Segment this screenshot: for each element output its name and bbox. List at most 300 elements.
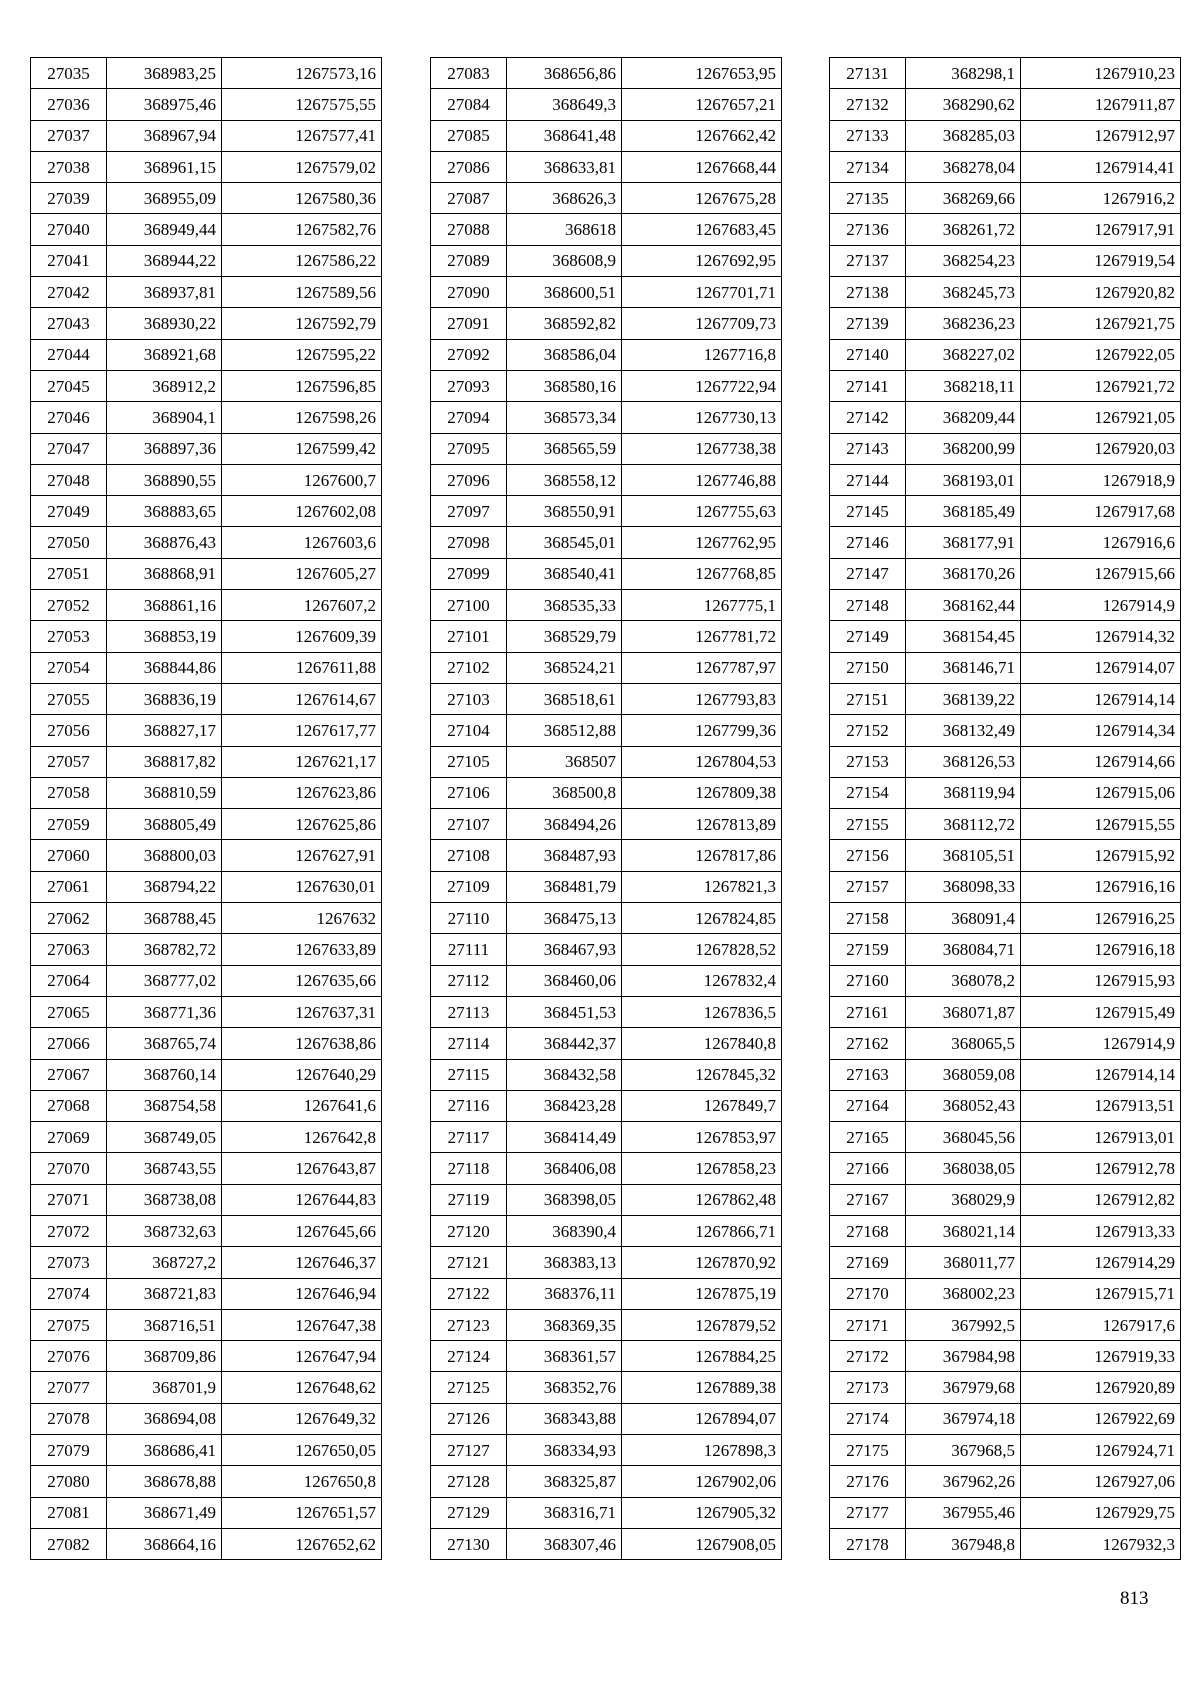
y-coordinate-cell: 1267824,85 [622, 903, 782, 934]
table-row [31, 1059, 382, 1090]
x-coordinate-cell: 368481,79 [507, 871, 622, 902]
x-coordinate-cell: 368777,02 [107, 965, 222, 996]
x-coordinate-cell: 368200,99 [906, 433, 1021, 464]
x-coordinate-cell: 368827,17 [107, 715, 222, 746]
y-coordinate-cell: 1267916,18 [1021, 934, 1181, 965]
y-coordinate-cell: 1267804,53 [622, 746, 782, 777]
point-id-cell: 27124 [431, 1341, 507, 1372]
point-id-cell: 27177 [830, 1497, 906, 1528]
point-id-cell: 27094 [431, 402, 507, 433]
point-id-cell: 27171 [830, 1309, 906, 1340]
y-coordinate-cell: 1267916,6 [1021, 527, 1181, 558]
table-row [830, 1278, 1181, 1309]
table-row [830, 1435, 1181, 1466]
point-id-cell: 27078 [31, 1403, 107, 1434]
y-coordinate-cell: 1267573,16 [222, 58, 382, 89]
point-id-cell: 27135 [830, 183, 906, 214]
y-coordinate-cell: 1267648,62 [222, 1372, 382, 1403]
x-coordinate-cell: 368091,4 [906, 903, 1021, 934]
x-coordinate-cell: 368565,59 [507, 433, 622, 464]
x-coordinate-cell: 367962,26 [906, 1466, 1021, 1497]
point-id-cell: 27073 [31, 1247, 107, 1278]
table-row [31, 1341, 382, 1372]
x-coordinate-cell: 368701,9 [107, 1372, 222, 1403]
x-coordinate-cell: 368269,66 [906, 183, 1021, 214]
point-id-cell: 27173 [830, 1372, 906, 1403]
point-id-cell: 27093 [431, 370, 507, 401]
y-coordinate-cell: 1267652,62 [222, 1528, 382, 1559]
point-id-cell: 27101 [431, 621, 507, 652]
y-coordinate-cell: 1267916,2 [1021, 183, 1181, 214]
y-coordinate-cell: 1267913,01 [1021, 1122, 1181, 1153]
table-row [31, 1435, 382, 1466]
point-id-cell: 27128 [431, 1466, 507, 1497]
table-row [431, 433, 782, 464]
table-row [431, 245, 782, 276]
x-coordinate-cell: 368930,22 [107, 308, 222, 339]
table-row [830, 1497, 1181, 1528]
table-row [431, 1215, 782, 1246]
y-coordinate-cell: 1267845,32 [622, 1059, 782, 1090]
x-coordinate-cell: 368912,2 [107, 370, 222, 401]
table-row [431, 1341, 782, 1372]
x-coordinate-cell: 368325,87 [507, 1466, 622, 1497]
x-coordinate-cell: 368664,16 [107, 1528, 222, 1559]
coordinates-table-3 [829, 57, 1181, 1560]
point-id-cell: 27106 [431, 777, 507, 808]
x-coordinate-cell: 368285,03 [906, 120, 1021, 151]
x-coordinate-cell: 368641,48 [507, 120, 622, 151]
point-id-cell: 27144 [830, 464, 906, 495]
point-id-cell: 27053 [31, 621, 107, 652]
table-row [31, 245, 382, 276]
x-coordinate-cell: 368146,71 [906, 652, 1021, 683]
point-id-cell: 27141 [830, 370, 906, 401]
x-coordinate-cell: 368423,28 [507, 1090, 622, 1121]
table-row [830, 308, 1181, 339]
x-coordinate-cell: 368316,71 [507, 1497, 622, 1528]
y-coordinate-cell: 1267642,8 [222, 1122, 382, 1153]
table-row [830, 277, 1181, 308]
x-coordinate-cell: 368414,49 [507, 1122, 622, 1153]
y-coordinate-cell: 1267738,38 [622, 433, 782, 464]
x-coordinate-cell: 368716,51 [107, 1309, 222, 1340]
table-row [830, 652, 1181, 683]
x-coordinate-cell: 368961,15 [107, 151, 222, 182]
table-row [830, 402, 1181, 433]
x-coordinate-cell: 368059,08 [906, 1059, 1021, 1090]
x-coordinate-cell: 368406,08 [507, 1153, 622, 1184]
point-id-cell: 27041 [31, 245, 107, 276]
x-coordinate-cell: 368369,35 [507, 1309, 622, 1340]
table-row [431, 308, 782, 339]
point-id-cell: 27126 [431, 1403, 507, 1434]
x-coordinate-cell: 368771,36 [107, 996, 222, 1027]
y-coordinate-cell: 1267595,22 [222, 339, 382, 370]
y-coordinate-cell: 1267596,85 [222, 370, 382, 401]
table-row [31, 402, 382, 433]
table-row [31, 840, 382, 871]
table-row [830, 683, 1181, 714]
point-id-cell: 27083 [431, 58, 507, 89]
x-coordinate-cell: 368800,03 [107, 840, 222, 871]
table-row [830, 903, 1181, 934]
y-coordinate-cell: 1267917,6 [1021, 1309, 1181, 1340]
y-coordinate-cell: 1267902,06 [622, 1466, 782, 1497]
table-row [31, 1403, 382, 1434]
table-row [431, 1372, 782, 1403]
point-id-cell: 27116 [431, 1090, 507, 1121]
point-id-cell: 27062 [31, 903, 107, 934]
x-coordinate-cell: 368084,71 [906, 934, 1021, 965]
point-id-cell: 27163 [830, 1059, 906, 1090]
y-coordinate-cell: 1267580,36 [222, 183, 382, 214]
point-id-cell: 27107 [431, 809, 507, 840]
point-id-cell: 27178 [830, 1528, 906, 1559]
point-id-cell: 27068 [31, 1090, 107, 1121]
x-coordinate-cell: 368897,36 [107, 433, 222, 464]
y-coordinate-cell: 1267914,14 [1021, 683, 1181, 714]
y-coordinate-cell: 1267870,92 [622, 1247, 782, 1278]
y-coordinate-cell: 1267701,71 [622, 277, 782, 308]
point-id-cell: 27036 [31, 89, 107, 120]
x-coordinate-cell: 367948,8 [906, 1528, 1021, 1559]
point-id-cell: 27104 [431, 715, 507, 746]
y-coordinate-cell: 1267646,94 [222, 1278, 382, 1309]
x-coordinate-cell: 368876,43 [107, 527, 222, 558]
y-coordinate-cell: 1267716,8 [622, 339, 782, 370]
table-row [830, 777, 1181, 808]
point-id-cell: 27134 [830, 151, 906, 182]
x-coordinate-cell: 368540,41 [507, 558, 622, 589]
table-row [830, 871, 1181, 902]
table-row [830, 621, 1181, 652]
y-coordinate-cell: 1267625,86 [222, 809, 382, 840]
x-coordinate-cell: 368738,08 [107, 1184, 222, 1215]
table-row [431, 683, 782, 714]
point-id-cell: 27148 [830, 590, 906, 621]
x-coordinate-cell: 368844,86 [107, 652, 222, 683]
point-id-cell: 27136 [830, 214, 906, 245]
y-coordinate-cell: 1267914,41 [1021, 151, 1181, 182]
x-coordinate-cell: 368810,59 [107, 777, 222, 808]
y-coordinate-cell: 1267920,82 [1021, 277, 1181, 308]
table-row [31, 120, 382, 151]
y-coordinate-cell: 1267623,86 [222, 777, 382, 808]
x-coordinate-cell: 368805,49 [107, 809, 222, 840]
table-row [31, 1372, 382, 1403]
table-row [431, 1184, 782, 1215]
point-id-cell: 27119 [431, 1184, 507, 1215]
table-row [830, 1059, 1181, 1090]
x-coordinate-cell: 368949,44 [107, 214, 222, 245]
coordinates-table-1 [30, 57, 382, 1560]
table-row [830, 809, 1181, 840]
table-row [830, 89, 1181, 120]
y-coordinate-cell: 1267646,37 [222, 1247, 382, 1278]
y-coordinate-cell: 1267894,07 [622, 1403, 782, 1434]
x-coordinate-cell: 368390,4 [507, 1215, 622, 1246]
x-coordinate-cell: 368432,58 [507, 1059, 622, 1090]
x-coordinate-cell: 368749,05 [107, 1122, 222, 1153]
y-coordinate-cell: 1267921,05 [1021, 402, 1181, 433]
x-coordinate-cell: 368119,94 [906, 777, 1021, 808]
y-coordinate-cell: 1267915,66 [1021, 558, 1181, 589]
x-coordinate-cell: 368126,53 [906, 746, 1021, 777]
point-id-cell: 27044 [31, 339, 107, 370]
table-row [830, 1466, 1181, 1497]
table-row [830, 1215, 1181, 1246]
table-row [31, 277, 382, 308]
x-coordinate-cell: 368002,23 [906, 1278, 1021, 1309]
point-id-cell: 27169 [830, 1247, 906, 1278]
table-row [31, 777, 382, 808]
x-coordinate-cell: 368254,23 [906, 245, 1021, 276]
point-id-cell: 27164 [830, 1090, 906, 1121]
table-row [830, 496, 1181, 527]
table-row [431, 120, 782, 151]
y-coordinate-cell: 1267609,39 [222, 621, 382, 652]
table-row [830, 370, 1181, 401]
point-id-cell: 27143 [830, 433, 906, 464]
point-id-cell: 27112 [431, 965, 507, 996]
x-coordinate-cell: 367968,5 [906, 1435, 1021, 1466]
point-id-cell: 27076 [31, 1341, 107, 1372]
y-coordinate-cell: 1267914,32 [1021, 621, 1181, 652]
point-id-cell: 27080 [31, 1466, 107, 1497]
x-coordinate-cell: 368524,21 [507, 652, 622, 683]
table-row [431, 590, 782, 621]
point-id-cell: 27167 [830, 1184, 906, 1215]
point-id-cell: 27063 [31, 934, 107, 965]
x-coordinate-cell: 368343,88 [507, 1403, 622, 1434]
point-id-cell: 27087 [431, 183, 507, 214]
point-id-cell: 27157 [830, 871, 906, 902]
y-coordinate-cell: 1267911,87 [1021, 89, 1181, 120]
table-row [31, 1247, 382, 1278]
table-row [830, 965, 1181, 996]
y-coordinate-cell: 1267879,52 [622, 1309, 782, 1340]
point-id-cell: 27151 [830, 683, 906, 714]
y-coordinate-cell: 1267768,85 [622, 558, 782, 589]
point-id-cell: 27155 [830, 809, 906, 840]
point-id-cell: 27176 [830, 1466, 906, 1497]
table-row [431, 558, 782, 589]
table-row [830, 1184, 1181, 1215]
y-coordinate-cell: 1267889,38 [622, 1372, 782, 1403]
point-id-cell: 27066 [31, 1028, 107, 1059]
y-coordinate-cell: 1267919,33 [1021, 1341, 1181, 1372]
x-coordinate-cell: 368754,58 [107, 1090, 222, 1121]
x-coordinate-cell: 368760,14 [107, 1059, 222, 1090]
point-id-cell: 27081 [31, 1497, 107, 1528]
point-id-cell: 27145 [830, 496, 906, 527]
table-row [31, 1122, 382, 1153]
x-coordinate-cell: 368983,25 [107, 58, 222, 89]
table-row [31, 683, 382, 714]
x-coordinate-cell: 368398,05 [507, 1184, 622, 1215]
table-row [431, 464, 782, 495]
y-coordinate-cell: 1267683,45 [622, 214, 782, 245]
x-coordinate-cell: 368788,45 [107, 903, 222, 934]
x-coordinate-cell: 368694,08 [107, 1403, 222, 1434]
x-coordinate-cell: 368185,49 [906, 496, 1021, 527]
x-coordinate-cell: 368518,61 [507, 683, 622, 714]
point-id-cell: 27120 [431, 1215, 507, 1246]
y-coordinate-cell: 1267746,88 [622, 464, 782, 495]
x-coordinate-cell: 368608,9 [507, 245, 622, 276]
point-id-cell: 27048 [31, 464, 107, 495]
x-coordinate-cell: 368177,91 [906, 527, 1021, 558]
point-id-cell: 27109 [431, 871, 507, 902]
y-coordinate-cell: 1267913,51 [1021, 1090, 1181, 1121]
table-row [31, 1497, 382, 1528]
y-coordinate-cell: 1267914,34 [1021, 715, 1181, 746]
x-coordinate-cell: 368098,33 [906, 871, 1021, 902]
x-coordinate-cell: 368245,73 [906, 277, 1021, 308]
y-coordinate-cell: 1267577,41 [222, 120, 382, 151]
y-coordinate-cell: 1267832,4 [622, 965, 782, 996]
point-id-cell: 27150 [830, 652, 906, 683]
point-id-cell: 27102 [431, 652, 507, 683]
table-row [431, 621, 782, 652]
point-id-cell: 27159 [830, 934, 906, 965]
point-id-cell: 27121 [431, 1247, 507, 1278]
x-coordinate-cell: 368494,26 [507, 809, 622, 840]
point-id-cell: 27057 [31, 746, 107, 777]
table-row [830, 339, 1181, 370]
point-id-cell: 27175 [830, 1435, 906, 1466]
y-coordinate-cell: 1267912,82 [1021, 1184, 1181, 1215]
x-coordinate-cell: 368573,34 [507, 402, 622, 433]
x-coordinate-cell: 368937,81 [107, 277, 222, 308]
y-coordinate-cell: 1267929,75 [1021, 1497, 1181, 1528]
point-id-cell: 27132 [830, 89, 906, 120]
y-coordinate-cell: 1267607,2 [222, 590, 382, 621]
x-coordinate-cell: 368883,65 [107, 496, 222, 527]
point-id-cell: 27146 [830, 527, 906, 558]
table-row [431, 277, 782, 308]
x-coordinate-cell: 368029,9 [906, 1184, 1021, 1215]
y-coordinate-cell: 1267650,8 [222, 1466, 382, 1497]
table-row [830, 1309, 1181, 1340]
y-coordinate-cell: 1267617,77 [222, 715, 382, 746]
point-id-cell: 27138 [830, 277, 906, 308]
y-coordinate-cell: 1267915,92 [1021, 840, 1181, 871]
table-row [830, 840, 1181, 871]
point-id-cell: 27071 [31, 1184, 107, 1215]
x-coordinate-cell: 368361,57 [507, 1341, 622, 1372]
point-id-cell: 27130 [431, 1528, 507, 1559]
point-id-cell: 27114 [431, 1028, 507, 1059]
table-row [31, 1309, 382, 1340]
table-row [830, 433, 1181, 464]
y-coordinate-cell: 1267627,91 [222, 840, 382, 871]
table-row [830, 245, 1181, 276]
table-row [31, 496, 382, 527]
table-row [31, 903, 382, 934]
table-row [431, 934, 782, 965]
y-coordinate-cell: 1267635,66 [222, 965, 382, 996]
table-row [31, 996, 382, 1027]
table-row [431, 1403, 782, 1434]
point-id-cell: 27154 [830, 777, 906, 808]
y-coordinate-cell: 1267730,13 [622, 402, 782, 433]
x-coordinate-cell: 368442,37 [507, 1028, 622, 1059]
y-coordinate-cell: 1267898,3 [622, 1435, 782, 1466]
point-id-cell: 27122 [431, 1278, 507, 1309]
x-coordinate-cell: 368334,93 [507, 1435, 622, 1466]
point-id-cell: 27054 [31, 652, 107, 683]
point-id-cell: 27115 [431, 1059, 507, 1090]
point-id-cell: 27090 [431, 277, 507, 308]
point-id-cell: 27067 [31, 1059, 107, 1090]
x-coordinate-cell: 368921,68 [107, 339, 222, 370]
y-coordinate-cell: 1267922,69 [1021, 1403, 1181, 1434]
x-coordinate-cell: 368853,19 [107, 621, 222, 652]
x-coordinate-cell: 368743,55 [107, 1153, 222, 1184]
x-coordinate-cell: 368592,82 [507, 308, 622, 339]
point-id-cell: 27172 [830, 1341, 906, 1372]
y-coordinate-cell: 1267647,94 [222, 1341, 382, 1372]
y-coordinate-cell: 1267914,9 [1021, 1028, 1181, 1059]
x-coordinate-cell: 368154,45 [906, 621, 1021, 652]
y-coordinate-cell: 1267858,23 [622, 1153, 782, 1184]
point-id-cell: 27137 [830, 245, 906, 276]
x-coordinate-cell: 368227,02 [906, 339, 1021, 370]
table-row [31, 652, 382, 683]
x-coordinate-cell: 368765,74 [107, 1028, 222, 1059]
x-coordinate-cell: 368545,01 [507, 527, 622, 558]
y-coordinate-cell: 1267603,6 [222, 527, 382, 558]
table-row [431, 402, 782, 433]
table-row [431, 652, 782, 683]
x-coordinate-cell: 368686,41 [107, 1435, 222, 1466]
y-coordinate-cell: 1267917,91 [1021, 214, 1181, 245]
table-row [431, 1059, 782, 1090]
table-row [431, 840, 782, 871]
table-row [431, 1497, 782, 1528]
y-coordinate-cell: 1267675,28 [622, 183, 782, 214]
table-row [830, 996, 1181, 1027]
point-id-cell: 27139 [830, 308, 906, 339]
x-coordinate-cell: 368794,22 [107, 871, 222, 902]
point-id-cell: 27113 [431, 996, 507, 1027]
x-coordinate-cell: 368975,46 [107, 89, 222, 120]
table-row [830, 746, 1181, 777]
y-coordinate-cell: 1267632 [222, 903, 382, 934]
y-coordinate-cell: 1267836,5 [622, 996, 782, 1027]
table-row [830, 590, 1181, 621]
y-coordinate-cell: 1267638,86 [222, 1028, 382, 1059]
x-coordinate-cell: 368193,01 [906, 464, 1021, 495]
y-coordinate-cell: 1267647,38 [222, 1309, 382, 1340]
table-row [31, 339, 382, 370]
point-id-cell: 27055 [31, 683, 107, 714]
x-coordinate-cell: 368052,43 [906, 1090, 1021, 1121]
table-row [31, 1028, 382, 1059]
y-coordinate-cell: 1267809,38 [622, 777, 782, 808]
x-coordinate-cell: 368529,79 [507, 621, 622, 652]
x-coordinate-cell: 368904,1 [107, 402, 222, 433]
table-row [31, 590, 382, 621]
y-coordinate-cell: 1267821,3 [622, 871, 782, 902]
table-row [830, 1528, 1181, 1559]
y-coordinate-cell: 1267817,86 [622, 840, 782, 871]
table-row [31, 934, 382, 965]
y-coordinate-cell: 1267640,29 [222, 1059, 382, 1090]
y-coordinate-cell: 1267611,88 [222, 652, 382, 683]
